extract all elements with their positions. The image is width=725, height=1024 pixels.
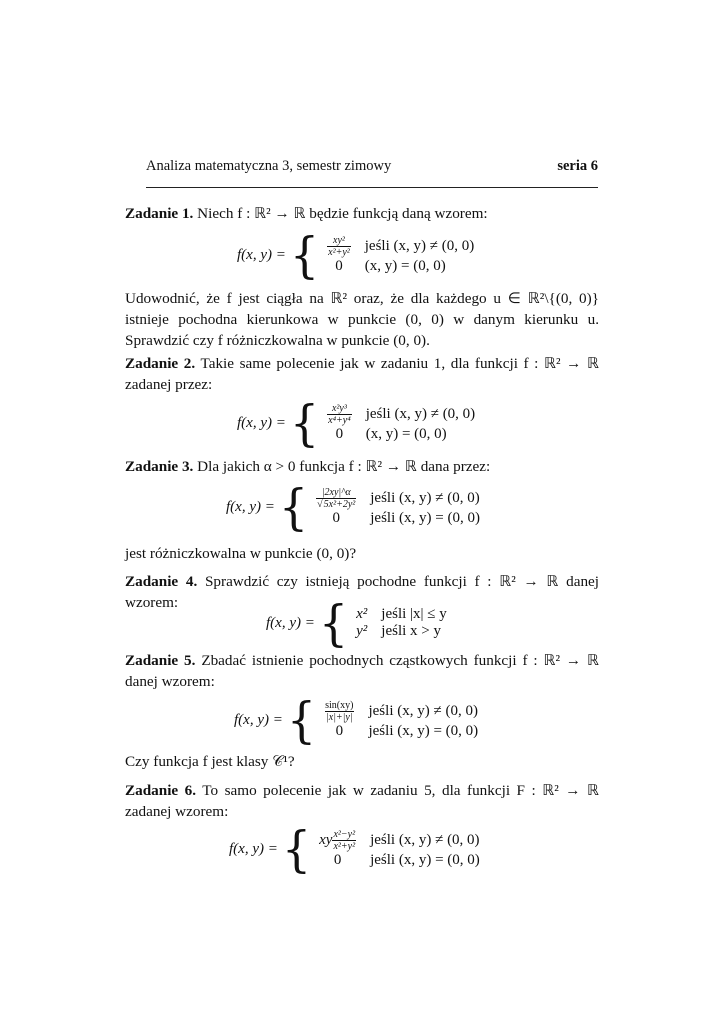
left-brace: { bbox=[278, 478, 309, 536]
task-label: Zadanie 5. bbox=[125, 652, 196, 669]
formula-3 bbox=[226, 478, 480, 536]
case-condition: jeśli (x, y) ≠ (0, 0) bbox=[365, 406, 476, 422]
formula-lhs: f(x, y) = bbox=[266, 614, 315, 631]
task-5-after: Czy funkcja f jest klasy 𝒞¹? bbox=[125, 753, 295, 770]
cases bbox=[316, 487, 480, 527]
case-value: 0 bbox=[335, 258, 343, 274]
task-1-after: Udowodnić, że f jest ciągła na ℝ² oraz, że dla każdego u ∈ ℝ²\{(0, 0)} istnieje pochodna kierunkowa w punkcie (0, 0) w danym kierunku u. Sprawdzić czy f różniczkowalna w punkcie (0, 0). bbox=[125, 290, 599, 349]
case-condition: jeśli (x, y) = (0, 0) bbox=[368, 723, 479, 739]
task-intro: Takie same polecenie jak w zadaniu 1, dla funkcji f : ℝ² → ℝ zadanej przez: bbox=[125, 355, 599, 393]
task-2 bbox=[125, 353, 599, 395]
task-label: Zadanie 4. bbox=[125, 573, 198, 590]
left-brace: { bbox=[289, 226, 320, 284]
cases bbox=[327, 235, 474, 275]
formula-lhs: f(x, y) = bbox=[226, 498, 275, 515]
task-label: Zadanie 1. bbox=[125, 205, 194, 222]
task-3-after: jest różniczkowalna w punkcie (0, 0)? bbox=[125, 545, 357, 562]
task-intro: Zbadać istnienie pochodnych cząstkowych funkcji f : ℝ² → ℝ danej wzorem: bbox=[125, 652, 600, 690]
case-condition: jeśli (x, y) = (0, 0) bbox=[370, 510, 480, 526]
cases bbox=[327, 403, 475, 443]
left-brace: { bbox=[289, 394, 320, 452]
cases bbox=[319, 829, 480, 869]
fraction: $\frac{\text{x²y³}}{\text{x⁴+y⁴}}$ bbox=[328, 403, 351, 426]
task-intro: To samo polecenie jak w zadaniu 5, dla funkcji F : ℝ² → ℝ zadanej wzorem: bbox=[125, 782, 599, 820]
formula-6 bbox=[229, 820, 480, 878]
case-value: 0 bbox=[335, 723, 344, 739]
task-5 bbox=[125, 650, 599, 692]
case-condition: (x, y) = (0, 0) bbox=[364, 258, 446, 274]
task-label: Zadanie 3. bbox=[125, 458, 194, 475]
case-value: 0 bbox=[335, 426, 344, 442]
fraction: $\frac{\text{xy²}}{\text{x²+y²}}$ bbox=[328, 235, 350, 258]
case-value: y² bbox=[356, 623, 368, 639]
formula-4 bbox=[266, 594, 447, 652]
task-label: Zadanie 2. bbox=[125, 355, 196, 372]
header-rule bbox=[146, 187, 598, 188]
page-header bbox=[146, 158, 598, 178]
task-3 bbox=[125, 456, 599, 477]
task-intro: Sprawdzić czy istnieją pochodne funkcji f : ℝ² → ℝ danej wzorem: bbox=[125, 573, 600, 611]
course-title: Analiza matematyczna 3, semestr zimowy bbox=[146, 158, 392, 174]
case-condition: jeśli (x, y) = (0, 0) bbox=[370, 852, 480, 868]
case-condition: jeśli |x| ≤ y bbox=[381, 606, 447, 622]
task-label: Zadanie 6. bbox=[125, 782, 197, 799]
left-brace: { bbox=[286, 691, 317, 749]
formula-lhs: f(x, y) = bbox=[237, 414, 286, 431]
case-condition: jeśli (x, y) ≠ (0, 0) bbox=[370, 832, 480, 848]
case-value: 0 bbox=[333, 852, 342, 868]
formula-5 bbox=[234, 691, 479, 749]
formula-1 bbox=[237, 226, 475, 284]
case-condition: jeśli (x, y) ≠ (0, 0) bbox=[364, 238, 475, 254]
cases bbox=[356, 606, 447, 640]
task-6 bbox=[125, 780, 599, 822]
cases bbox=[324, 700, 478, 740]
fraction: $\frac{|2xy|\^{}\alpha}{\text{√5x²+2y²}}$ bbox=[317, 487, 356, 510]
formula-lhs: f(x, y) = bbox=[237, 246, 286, 263]
fraction: $\frac{\sin(xy)}{|x|+|y|}$ bbox=[325, 700, 354, 723]
series-label: seria 6 bbox=[557, 158, 598, 174]
task-intro: Dla jakich α > 0 funkcja f : ℝ² → ℝ dana przez: bbox=[197, 458, 491, 475]
case-condition: jeśli (x, y) ≠ (0, 0) bbox=[370, 490, 480, 506]
formula-2 bbox=[237, 394, 476, 452]
left-brace: { bbox=[281, 820, 312, 878]
case-condition: jeśli x > y bbox=[381, 623, 442, 639]
fraction: $\frac{\text{x²−y²}}{\text{x²+y²}}$ bbox=[333, 829, 356, 852]
left-brace: { bbox=[318, 594, 349, 652]
formula-lhs: f(x, y) = bbox=[229, 840, 278, 857]
case-condition: (x, y) = (0, 0) bbox=[365, 426, 447, 442]
case-value: x² bbox=[356, 606, 368, 622]
task-1 bbox=[125, 203, 599, 224]
formula-lhs: f(x, y) = bbox=[234, 711, 283, 728]
value-prefix: xy bbox=[319, 831, 333, 848]
case-value: 0 bbox=[332, 510, 340, 526]
case-condition: jeśli (x, y) ≠ (0, 0) bbox=[368, 703, 478, 719]
task-intro: Niech f : ℝ² → ℝ będzie funkcją daną wzorem: bbox=[197, 205, 488, 222]
